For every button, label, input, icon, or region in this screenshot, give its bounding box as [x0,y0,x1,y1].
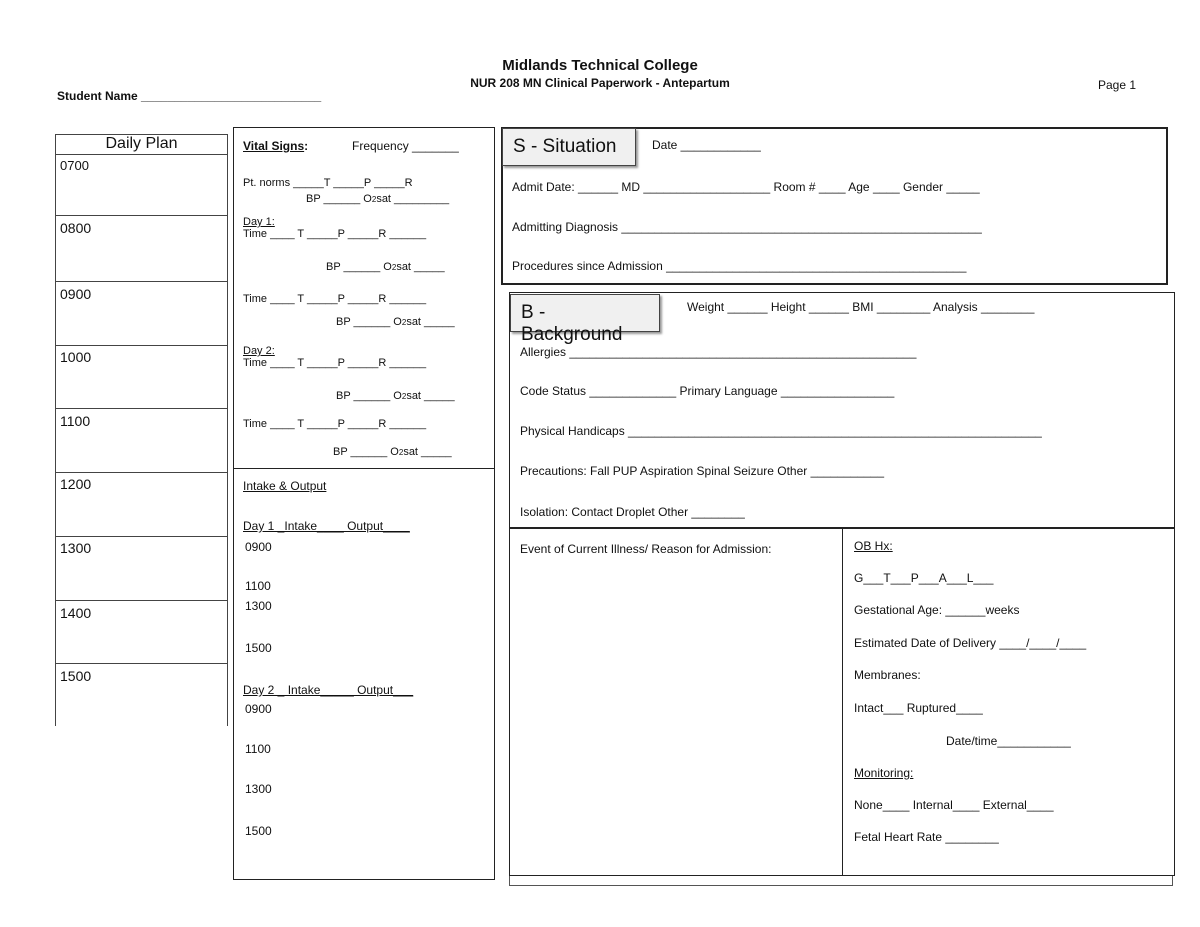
day1-label: Day 1: [243,216,275,228]
day2-time1[interactable]: Time ____ T _____P _____R ______ [243,357,427,369]
io-day1-1100: 1100 [245,579,271,593]
student-name-field[interactable]: Student Name ___________________________ [57,89,322,103]
membranes-label: Membranes: [854,668,921,682]
allergies-field[interactable]: Allergies ____________________________________________________ [520,345,917,359]
gtpal-field[interactable]: G___T___P___A___L___ [854,571,994,585]
day1-time1[interactable]: Time ____ T _____P _____R ______ [243,228,427,240]
intake-output-title: Intake & Output [243,479,327,493]
day2-label: Day 2: [243,345,275,357]
membranes-status-field[interactable]: Intact___ Ruptured____ [854,701,983,715]
monitoring-title: Monitoring: [854,766,914,780]
bottom-strip [509,876,1173,886]
rupture-datetime-field[interactable]: Date/time___________ [946,734,1071,748]
ob-divider [842,528,843,876]
day1-bp1[interactable]: BP ______ O2sat _____ [326,261,445,273]
edd-field[interactable]: Estimated Date of Delivery ____/____/____ [854,636,1087,650]
isolation-line[interactable]: Isolation: Contact Droplet Other ________ [520,505,745,519]
body-measures-line[interactable]: Weight ______ Height ______ BMI ________ Analysis ________ [687,300,1035,314]
time-1000: 1000 [60,349,92,365]
daily-plan-title: Daily Plan [105,135,178,152]
day2-bp2[interactable]: BP ______ O2sat _____ [333,446,452,458]
io-day2-header: Day 2 _ Intake_____ Output___ [243,683,414,697]
time-1100: 1100 [60,413,91,429]
time-1500: 1500 [60,668,92,684]
background-title: B - Background [510,294,660,332]
monitoring-options[interactable]: None____ Internal____ External____ [854,798,1054,812]
day1-bp2[interactable]: BP ______ O2sat _____ [336,316,455,328]
day2-time2[interactable]: Time ____ T _____P _____R ______ [243,418,427,430]
situation-title: S - Situation [502,128,636,166]
time-1400: 1400 [60,605,92,621]
college-title: Midlands Technical College [502,57,698,74]
admitting-diagnosis-field[interactable]: Admitting Diagnosis ______________________________________________________ [512,220,982,234]
frequency-field[interactable]: Frequency _______ [352,139,459,153]
physical-handicaps-field[interactable]: Physical Handicaps ______________________________________________________________ [520,424,1042,438]
io-day1-1300: 1300 [245,599,272,613]
io-day1-0900: 0900 [245,540,272,554]
time-0700: 0700 [60,158,89,173]
time-0800: 0800 [60,220,92,236]
pt-norms-bp[interactable]: BP ______ O2sat _________ [306,193,450,205]
procedures-field[interactable]: Procedures since Admission _____________________________________________ [512,259,967,273]
event-reason-label: Event of Current Illness/ Reason for Admission: [520,542,772,556]
io-day2-1100: 1100 [245,742,271,756]
vital-signs-title: Vital Signs: [243,139,309,153]
io-day2-0900: 0900 [245,702,272,716]
io-day2-1500: 1500 [245,824,272,838]
io-day1-1500: 1500 [245,641,272,655]
course-title: NUR 208 MN Clinical Paperwork - Antepartum [470,76,730,90]
time-1200: 1200 [60,476,92,492]
ob-hx-title: OB Hx: [854,539,893,553]
fetal-heart-rate-field[interactable]: Fetal Heart Rate ________ [854,830,999,844]
day2-bp1[interactable]: BP ______ O2sat _____ [336,390,455,402]
io-day1-header: Day 1 _Intake____ Output____ [243,519,410,533]
pt-norms-field[interactable]: Pt. norms _____T _____P _____R [243,177,413,189]
situation-date-field[interactable]: Date ____________ [652,138,761,152]
precautions-line[interactable]: Precautions: Fall PUP Aspiration Spinal Seizure Other ___________ [520,464,885,478]
code-status-line[interactable]: Code Status _____________ Primary Language _________________ [520,384,895,398]
admit-info-line[interactable]: Admit Date: ______ MD ___________________ Room # ____ Age ____ Gender _____ [512,180,980,194]
page-number: Page 1 [1098,78,1137,92]
gestational-age-field[interactable]: Gestational Age: ______weeks [854,603,1020,617]
time-1300: 1300 [60,540,92,556]
io-day2-1300: 1300 [245,782,272,796]
time-0900: 0900 [60,286,92,302]
day1-time2[interactable]: Time ____ T _____P _____R ______ [243,293,427,305]
